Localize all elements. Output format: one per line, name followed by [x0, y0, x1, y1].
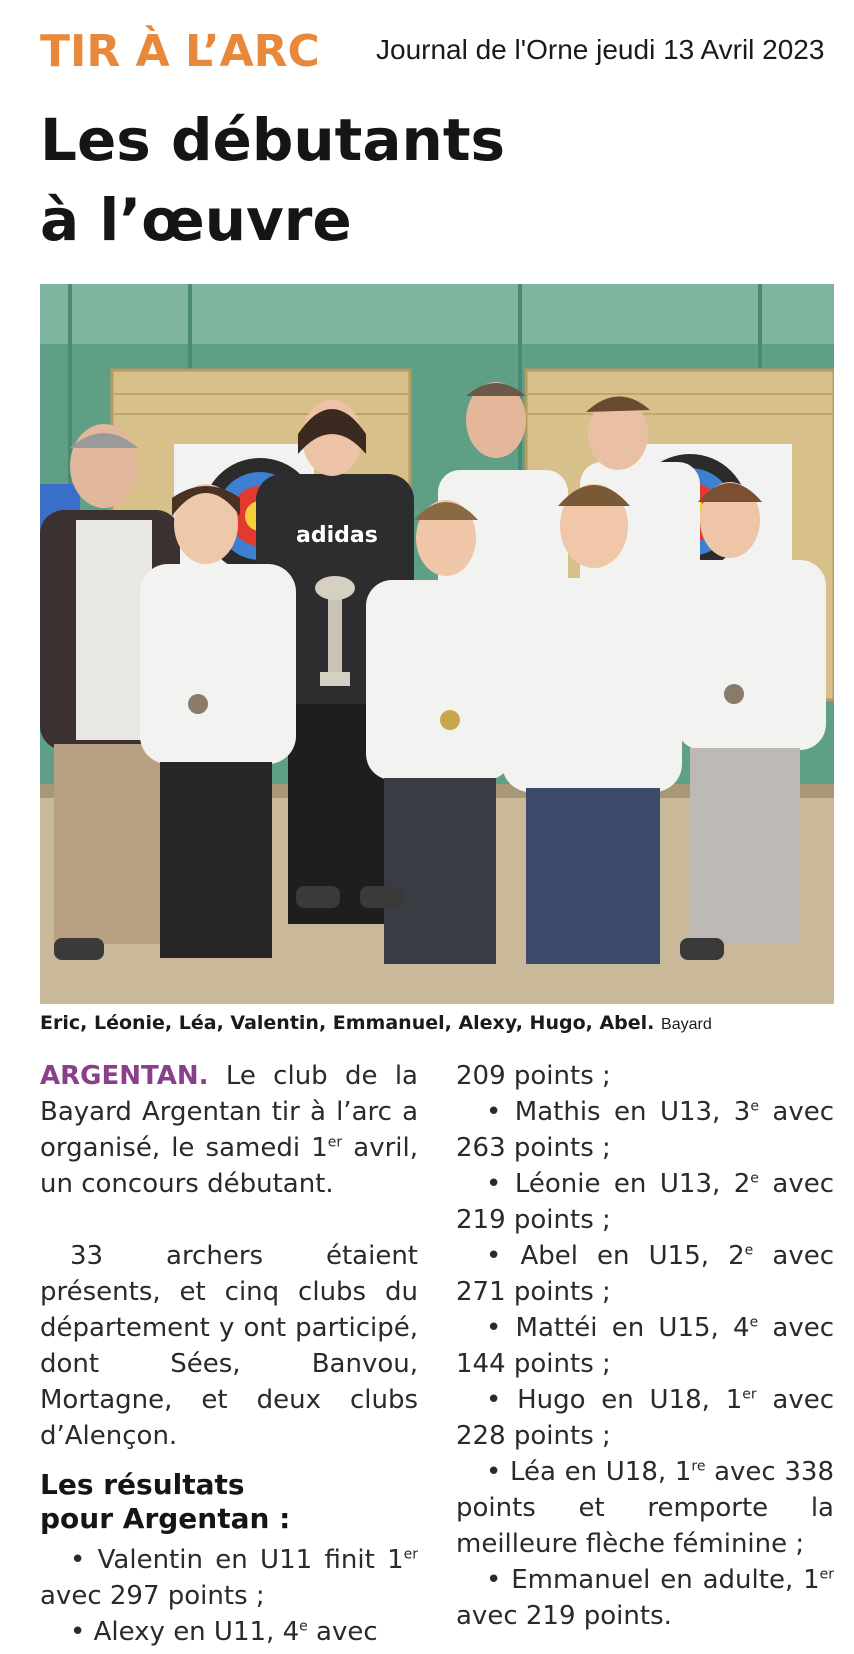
- results-heading-line-2: pour Argentan :: [40, 1502, 291, 1535]
- result-item: • Léonie en U13, 2e avec 219 points ;: [456, 1169, 835, 1235]
- intro-text-b: avril, un concours débutant.: [40, 1133, 418, 1199]
- headline-line-1: Les débutants: [40, 106, 506, 174]
- result-item: • Alexy en U11, 4e avec: [70, 1617, 378, 1647]
- photo-caption: [40, 1012, 712, 1034]
- publication-source: Journal de l'Orne jeudi 13 Avril 2023: [376, 34, 825, 65]
- article-paragraph-2: 33 archers étaient présents, et cinq clubs du département y ont participé, dont Sées, Banvou, Mortagne, et deux clubs d’Alençon.: [40, 1241, 418, 1451]
- group-photo: [40, 284, 834, 1004]
- result-item: • Valentin en U11 finit 1er avec 297 points ;: [40, 1545, 418, 1611]
- results-heading-line-1: Les résultats: [40, 1468, 245, 1501]
- result-item: • Mathis en U13, 3e avec 263 points ;: [456, 1097, 834, 1163]
- section-rubric: TIR À L’ARC: [40, 26, 320, 77]
- hoodie-print: adidas: [296, 523, 378, 548]
- article-headline: [40, 100, 505, 260]
- result-item: • Hugo en U18, 1er avec 228 points ;: [456, 1385, 835, 1451]
- result-item: • Abel en U15, 2e avec 271 points ;: [456, 1241, 834, 1307]
- result-item-continued: 209 points ;: [456, 1061, 611, 1091]
- result-item: • Mattéi en U15, 4e avec 144 points ;: [456, 1313, 835, 1379]
- article-column-left: [40, 1058, 418, 1650]
- results-heading: [40, 1468, 418, 1536]
- result-item-split: avec: [307, 1617, 378, 1647]
- headline-line-2: à l’œuvre: [40, 186, 352, 254]
- photo-credit: Bayard: [661, 1016, 712, 1033]
- dateline-place: ARGENTAN.: [40, 1061, 209, 1091]
- article-column-right: [456, 1058, 834, 1634]
- article-intro: [40, 1058, 418, 1202]
- caption-names: Eric, Léonie, Léa, Valentin, Emmanuel, Alexy, Hugo, Abel.: [40, 1012, 655, 1034]
- result-item: • Léa en U18, 1re avec 338 points et remporte la meilleure flèche féminine ;: [456, 1457, 835, 1559]
- result-item: • Emmanuel en adulte, 1er avec 219 points.: [456, 1565, 834, 1631]
- intro-text-a: Le club de la Bayard Argentan tir à l’arc a organisé, le samedi 1: [40, 1061, 418, 1163]
- intro-sup: er: [327, 1134, 343, 1151]
